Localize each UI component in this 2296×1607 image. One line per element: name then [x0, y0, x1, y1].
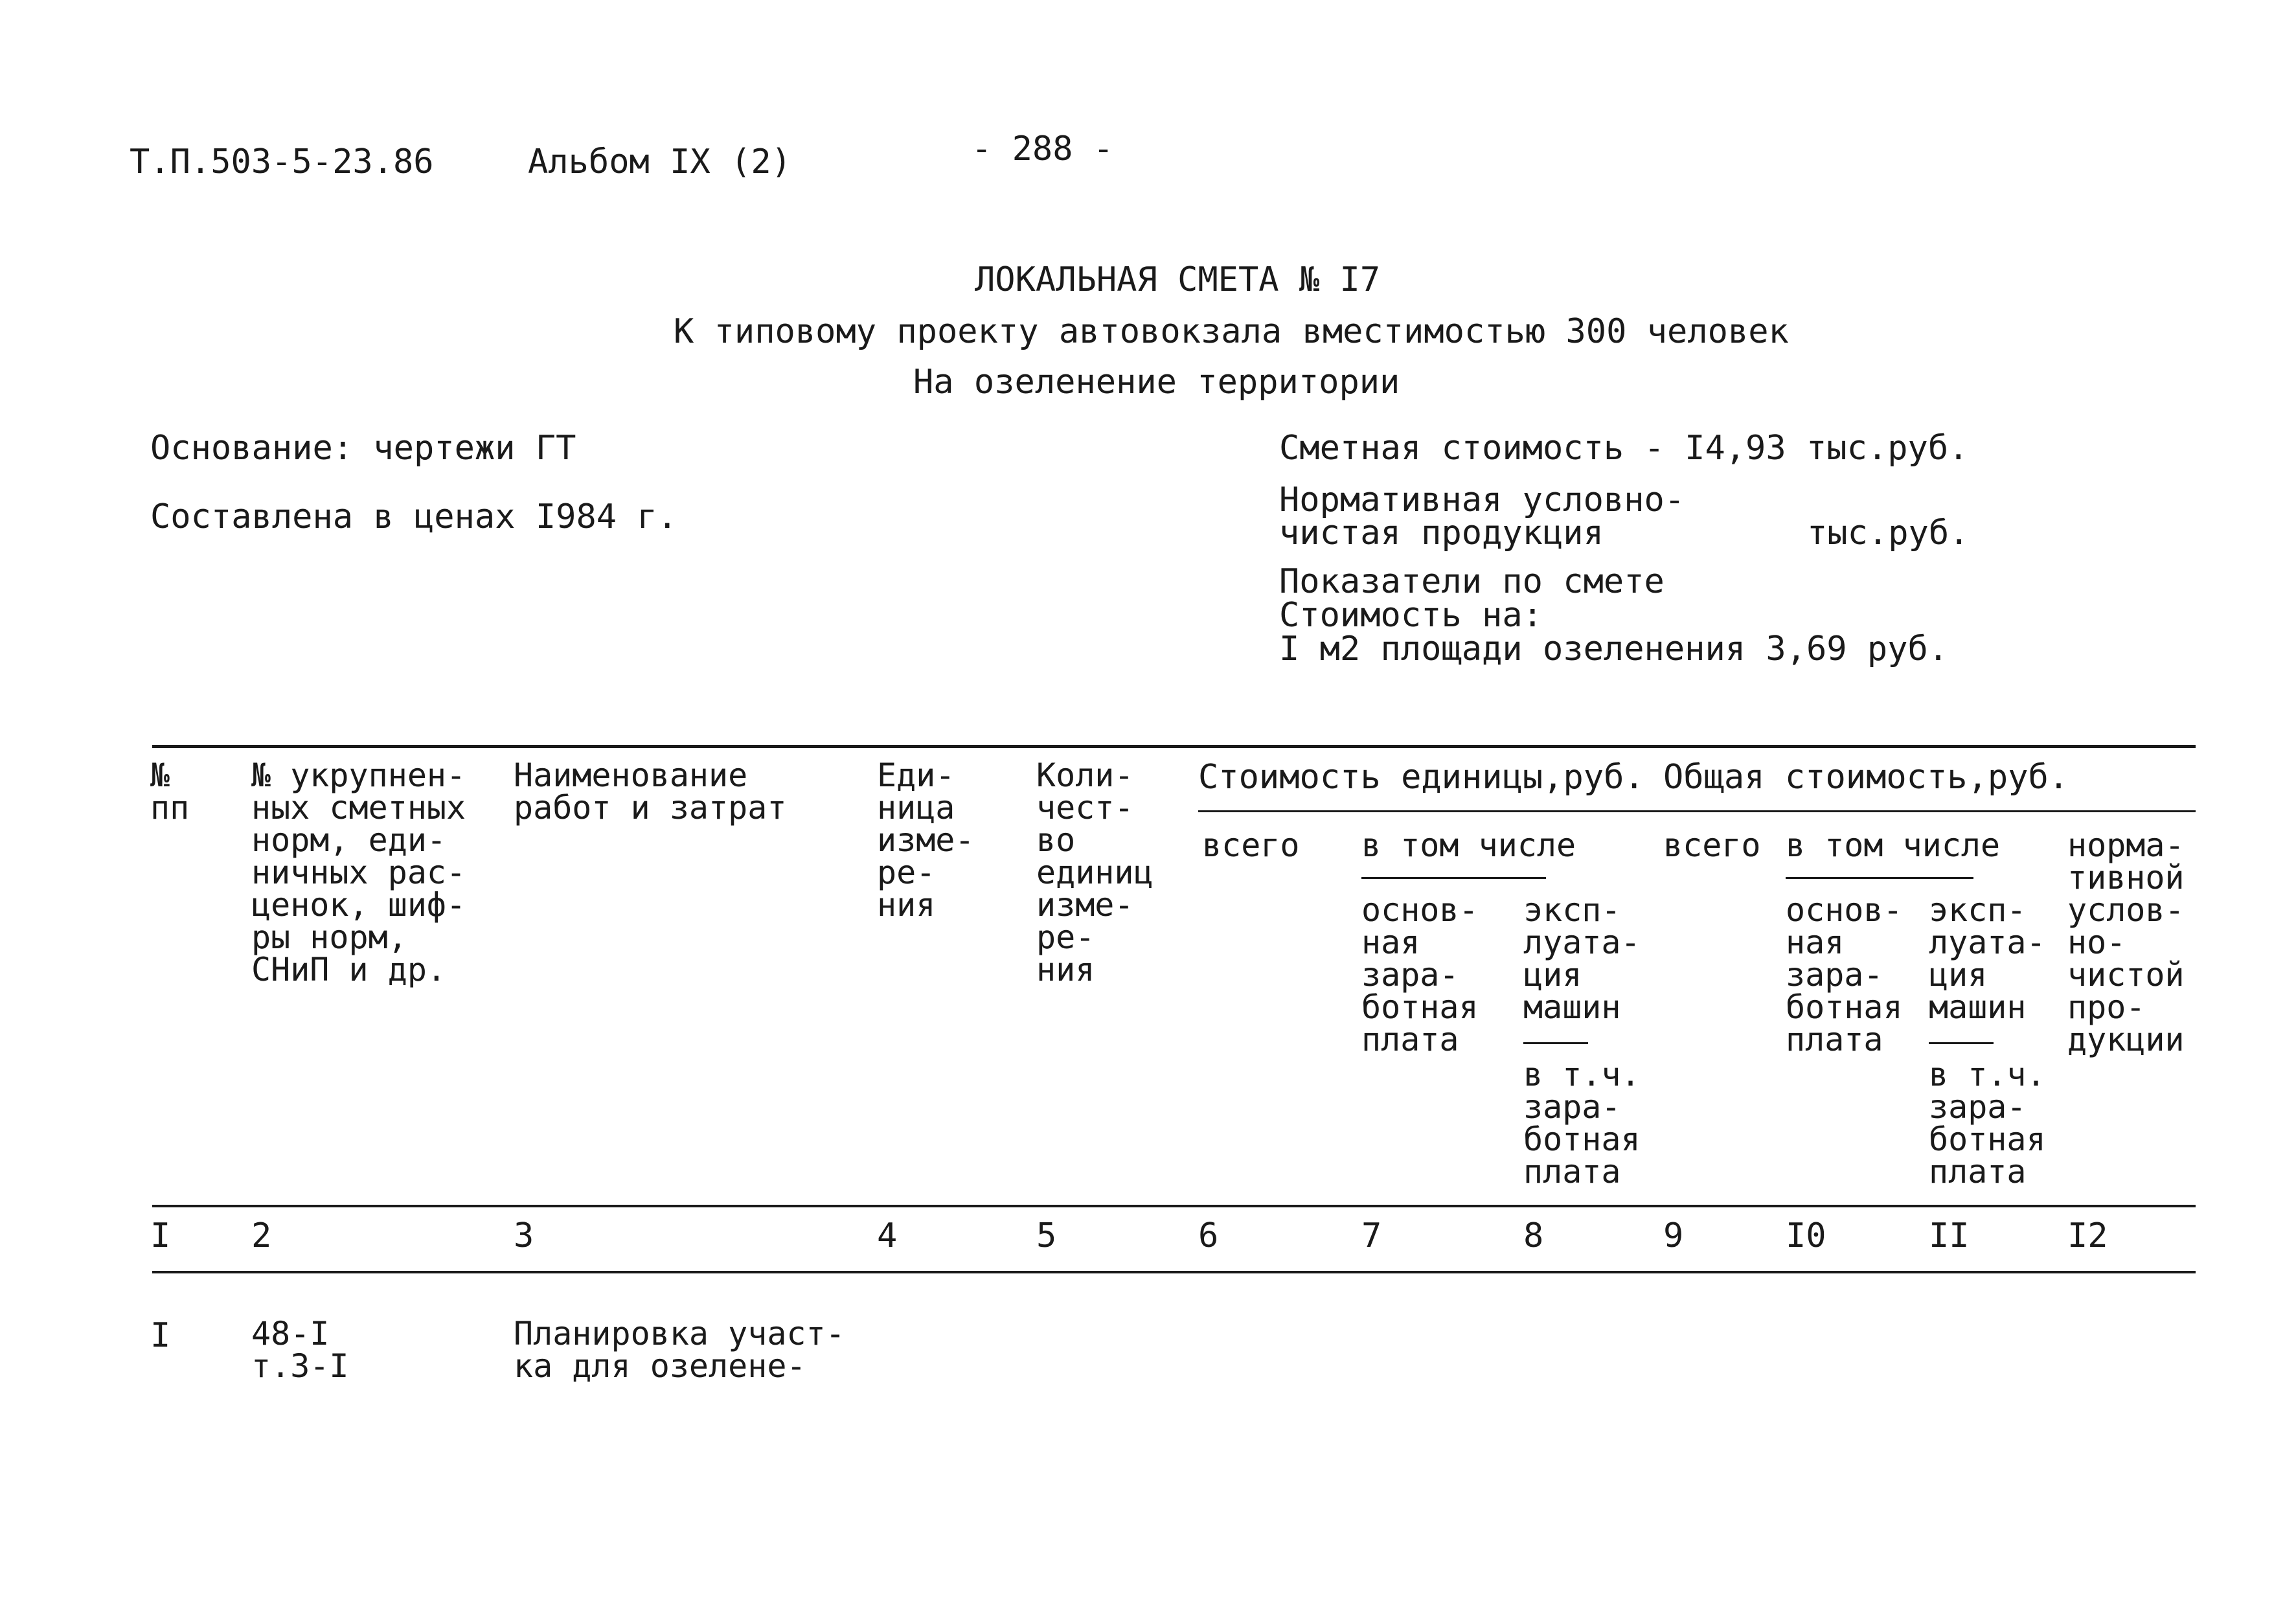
header-normative-product: норма- тивной услов- но- чистой про- дукции	[2067, 826, 2185, 1058]
column-number: 9	[1663, 1216, 1684, 1255]
header-work-name: Наименование работ и затрат	[514, 757, 787, 826]
column-number: II	[1929, 1216, 1970, 1255]
column-number: 5	[1036, 1216, 1057, 1255]
header-unit-total: всего	[1202, 826, 1300, 864]
header-total-total: всего	[1663, 826, 1761, 864]
header-unit-cost-group: Стоимость единицы,руб.	[1198, 758, 1644, 797]
header-quantity: Коли- чест- во единиц изме- ре- ния	[1036, 757, 1154, 988]
price-base-text: Составлена в ценах I984 г.	[150, 497, 677, 536]
header-total-base-wage: основ- ная зара- ботная плата	[1786, 891, 1903, 1058]
column-number: I	[150, 1216, 171, 1255]
document-code: Т.П.503-5-23.86	[130, 142, 434, 181]
number-row-bottom-rule	[152, 1271, 2196, 1273]
header-unit-including: в том числе	[1361, 826, 1576, 864]
column-number: 2	[251, 1216, 272, 1255]
normative-product-label-1: Нормативная условно-	[1279, 481, 1685, 519]
header-unit: Еди- ница изме- ре- ния	[877, 757, 975, 924]
machines-rule-2	[1929, 1042, 1994, 1044]
album-label: Альбом IX (2)	[528, 142, 791, 181]
normative-product-label-2: чистая продукция	[1279, 514, 1604, 553]
header-total-machines: эксп- луата- ция машин	[1929, 891, 2046, 1026]
indicators-label: Показатели по смете	[1279, 562, 1665, 601]
machines-rule-1	[1523, 1042, 1588, 1044]
header-bottom-rule	[152, 1205, 2196, 1207]
row-work-name: Планировка участ- ка для озелене-	[514, 1315, 845, 1385]
header-unit-base-wage: основ- ная зара- ботная плата	[1361, 891, 1479, 1058]
group-rule	[1198, 810, 2196, 812]
column-number: 4	[877, 1216, 898, 1255]
header-row-number: № пп	[150, 757, 190, 826]
column-number: I2	[2067, 1216, 2108, 1255]
cost-per-sqm: I м2 площади озеленения 3,69 руб.	[1279, 630, 1949, 668]
header-norm-code: № укрупнен- ных сметных норм, еди- ничных рас- ценок, шиф- ры норм, СНиП и др.	[251, 757, 466, 988]
header-unit-machines-wage: в т.ч. зара- ботная плата	[1523, 1056, 1641, 1191]
column-number: 7	[1361, 1216, 1382, 1255]
incl-rule-1	[1361, 877, 1546, 879]
header-total-cost-group: Общая стоимость,руб.	[1663, 758, 2069, 797]
normative-product-unit: тыс.руб.	[1807, 514, 1970, 553]
row-number: I	[150, 1316, 171, 1355]
incl-rule-2	[1786, 877, 1973, 879]
scope-subtitle: На озеленение территории	[913, 363, 1400, 402]
project-subtitle: К типовому проекту автовокзала вместимостью 300 человек	[674, 312, 1789, 351]
cost-per-label: Стоимость на:	[1279, 596, 1543, 635]
column-number: 8	[1523, 1216, 1544, 1255]
page-number: - 288 -	[972, 130, 1114, 168]
basis-text: Основание: чертежи ГТ	[150, 429, 576, 468]
estimate-title: ЛОКАЛЬНАЯ СМЕТА № I7	[975, 260, 1381, 299]
table-top-rule	[152, 745, 2196, 748]
header-unit-machines: эксп- луата- ция машин	[1523, 891, 1641, 1026]
column-number: 6	[1198, 1216, 1219, 1255]
column-number: I0	[1786, 1216, 1826, 1255]
header-total-machines-wage: в т.ч. зара- ботная плата	[1929, 1056, 2046, 1191]
row-norm-code: 48-I т.3-I	[251, 1315, 349, 1385]
estimated-cost: Сметная стоимость - I4,93 тыс.руб.	[1279, 429, 1969, 468]
header-total-including: в том числе	[1786, 826, 2001, 864]
column-number: 3	[514, 1216, 534, 1255]
